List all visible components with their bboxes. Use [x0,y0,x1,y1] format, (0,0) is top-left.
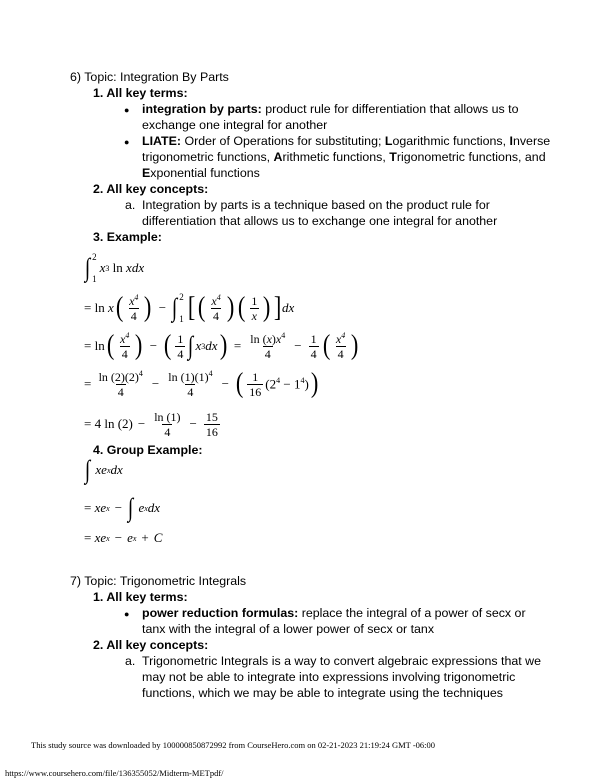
source-url[interactable]: https://www.coursehero.com/file/136355052/Midterm-METpdf/ [5,768,224,778]
term-definition: Order of Operations for substituting; [181,134,385,148]
term-liate [142,134,550,148]
term-definition-cont [142,166,260,180]
term-definition: rigonometric functions, and [396,150,546,164]
list-marker: a. [125,654,136,668]
liate-letter: E [142,166,151,180]
example-heading: 3. Example: [93,230,162,244]
term-definition: xponential functions [150,166,260,180]
term-definition: nverse [512,134,551,148]
math-line: = $\frac{\ln (2)(2)^4}{4}$ − $\frac{\ln (1)(1)^4}{4}$ − ( $\frac{1}{16}$ $(2^4 - 1^4)$ ) [84,368,319,399]
liate-letter: A [273,150,283,164]
math-line: = ln ( $\frac{x^4}{4}$ ) − ( $\frac{1}{4}$ ∫ x 3 dx ) = $\frac{\ln (x)x^4}{4}$ − $\frac{1}{4}$ ( $\frac{x^4}{4}$ ) [84,330,359,361]
list-marker: a. [125,198,136,212]
source-footer: This study source was downloaded by 100000850872992 from CourseHero.com on 02-21-2023 21:19:24 GMT -06:00 [31,740,436,750]
liate-letter: L [384,134,393,148]
section6-heading: 6) Topic: Integration By Parts [70,70,229,84]
concept-text: Trigonometric Integrals is a way to convert algebraic expressions that we [142,654,541,668]
term-definition-cont: tanx with the integral of a lower power of secx or tanx [142,622,435,636]
concept-text-cont: functions, which we may be able to integrate using the techniques [142,686,503,700]
term-definition: replace the integral of a power of secx or [298,606,526,620]
term-definition: trigonometric functions, [142,150,274,164]
concept-text-cont: differentiation that allows us to exchange one integral for another [142,214,498,228]
term-definition-cont: exchange one integral for another [142,118,328,132]
math-line: = x e x − e x + C [84,530,163,545]
section7-key-terms-heading: 1. All key terms: [93,590,188,604]
math-line: ∫ 2 1 x 3 ln x dx [84,252,145,284]
bullet-icon: ● [124,105,130,115]
term-name: integration by parts: [142,102,262,116]
section6-key-terms-heading: 1. All key terms: [93,86,188,100]
bullet-icon: ● [124,609,130,619]
term-name: LIATE: [142,134,181,148]
term-definition: product rule for differentiation that allows us to [261,102,519,116]
term-definition: ogarithmic functions, [392,134,510,148]
term-power-reduction [142,606,526,620]
math-line: = 4 ln (2) − $\frac{\ln (1)}{4}$ − $\frac{15}{16}$ [84,409,218,439]
term-definition: rithmetic functions, [282,150,390,164]
group-example-heading: 4. Group Example: [93,443,203,457]
section7-heading: 7) Topic: Trigonometric Integrals [70,574,247,588]
concept-text: Integration by parts is a technique based on the product rule for [142,198,490,212]
concept-text-cont: may not be able to integrate into expressions involving trigonometric [142,670,516,684]
math-line: = x e x − ∫ e x dx [84,493,161,522]
section7-key-concepts-heading: 2. All key concepts: [93,638,209,652]
term-name: power reduction formulas: [142,606,299,620]
section6-key-concepts-heading: 2. All key concepts: [93,182,209,196]
term-definition-cont [142,150,546,164]
math-line: ∫ x e x dx [84,455,123,484]
bullet-icon: ● [124,137,130,147]
term-integration-by-parts [142,102,518,116]
liate-letter: I [509,134,513,148]
math-line: = ln x ( $\frac{x^4}{4}$ ) − ∫ 2 1 [ ( $\frac{x^4}{4}$ ) ( $\frac{1}{x}$ ) ] dx [84,292,295,324]
liate-letter: T [389,150,397,164]
